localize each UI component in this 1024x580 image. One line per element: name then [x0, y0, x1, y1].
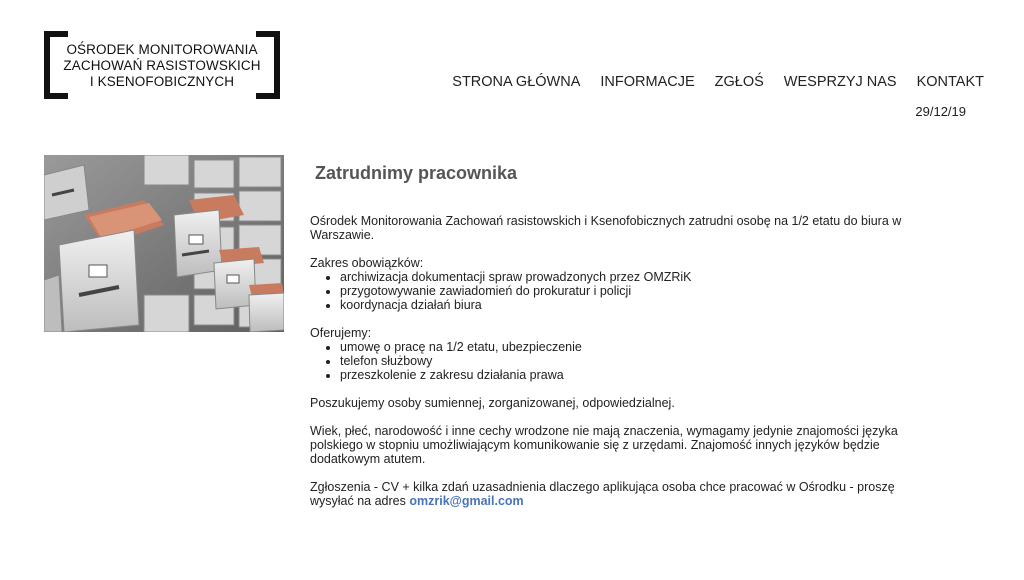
duties-list: [340, 270, 910, 312]
offer-list: [340, 340, 910, 382]
list-item: • telefon służbowy: [340, 354, 910, 368]
article-title: Zatrudnimy pracownika: [315, 163, 518, 183]
apply-paragraph: [310, 480, 910, 508]
requirements-text: Wiek, płeć, narodowość i inne cechy wrodzone nie mają znaczenia, wymagamy jedynie znajomości języka polskiego w stopniu umożliwiającym komunikowanie się z urzędami. Znajomość innych języków będzie dodatkowym atutem.: [310, 424, 898, 466]
nav-support[interactable]: WESPRZYJ NAS: [783, 74, 897, 90]
logo-text: [58, 42, 266, 90]
post-date: 29/12/19: [915, 104, 966, 119]
article: [310, 162, 910, 522]
logo-line-1: OŚRODEK MONITOROWANIA: [66, 42, 258, 57]
filing-cabinet-image: [44, 155, 284, 332]
seeking-text: Poszukujemy osoby sumiennej, zorganizowanej, odpowiedzialnej.: [310, 396, 675, 410]
nav-information[interactable]: INFORMACJE: [600, 74, 695, 90]
email-link[interactable]: omzrik@gmail.com: [409, 494, 524, 508]
offer-heading: Oferujemy:: [310, 326, 372, 340]
logo-line-2: ZACHOWAŃ RASISTOWSKICH: [63, 58, 261, 73]
logo-line-3: I KSENOFOBICZNYCH: [89, 74, 235, 89]
list-item: • przygotowywanie zawiadomień do prokuratur i policji: [340, 284, 910, 298]
nav-home[interactable]: STRONA GŁÓWNA: [452, 74, 581, 90]
main-nav: [452, 74, 984, 90]
list-item: • koordynacja działań biura: [340, 298, 910, 312]
apply-text: Zgłoszenia - CV + kilka zdań uzasadnienia dlaczego aplikująca osoba chce pracować w Ośrodku - proszę wysyłać na adres: [310, 480, 895, 508]
article-intro: Ośrodek Monitorowania Zachowań rasistowskich i Ksenofobicznych zatrudni osobę na 1/2 etatu do biura w Warszawie.: [310, 214, 902, 242]
nav-contact[interactable]: KONTAKT: [916, 74, 984, 90]
duties-heading: Zakres obowiązków:: [310, 256, 424, 270]
list-item: • archiwizacja dokumentacji spraw prowadzonych przez OMZRiK: [340, 270, 910, 284]
site-logo[interactable]: [44, 31, 280, 99]
nav-report[interactable]: ZGŁOŚ: [714, 74, 764, 90]
list-item: • umowę o pracę na 1/2 etatu, ubezpieczenie: [340, 340, 910, 354]
list-item: • przeszkolenie z zakresu działania prawa: [340, 368, 910, 382]
